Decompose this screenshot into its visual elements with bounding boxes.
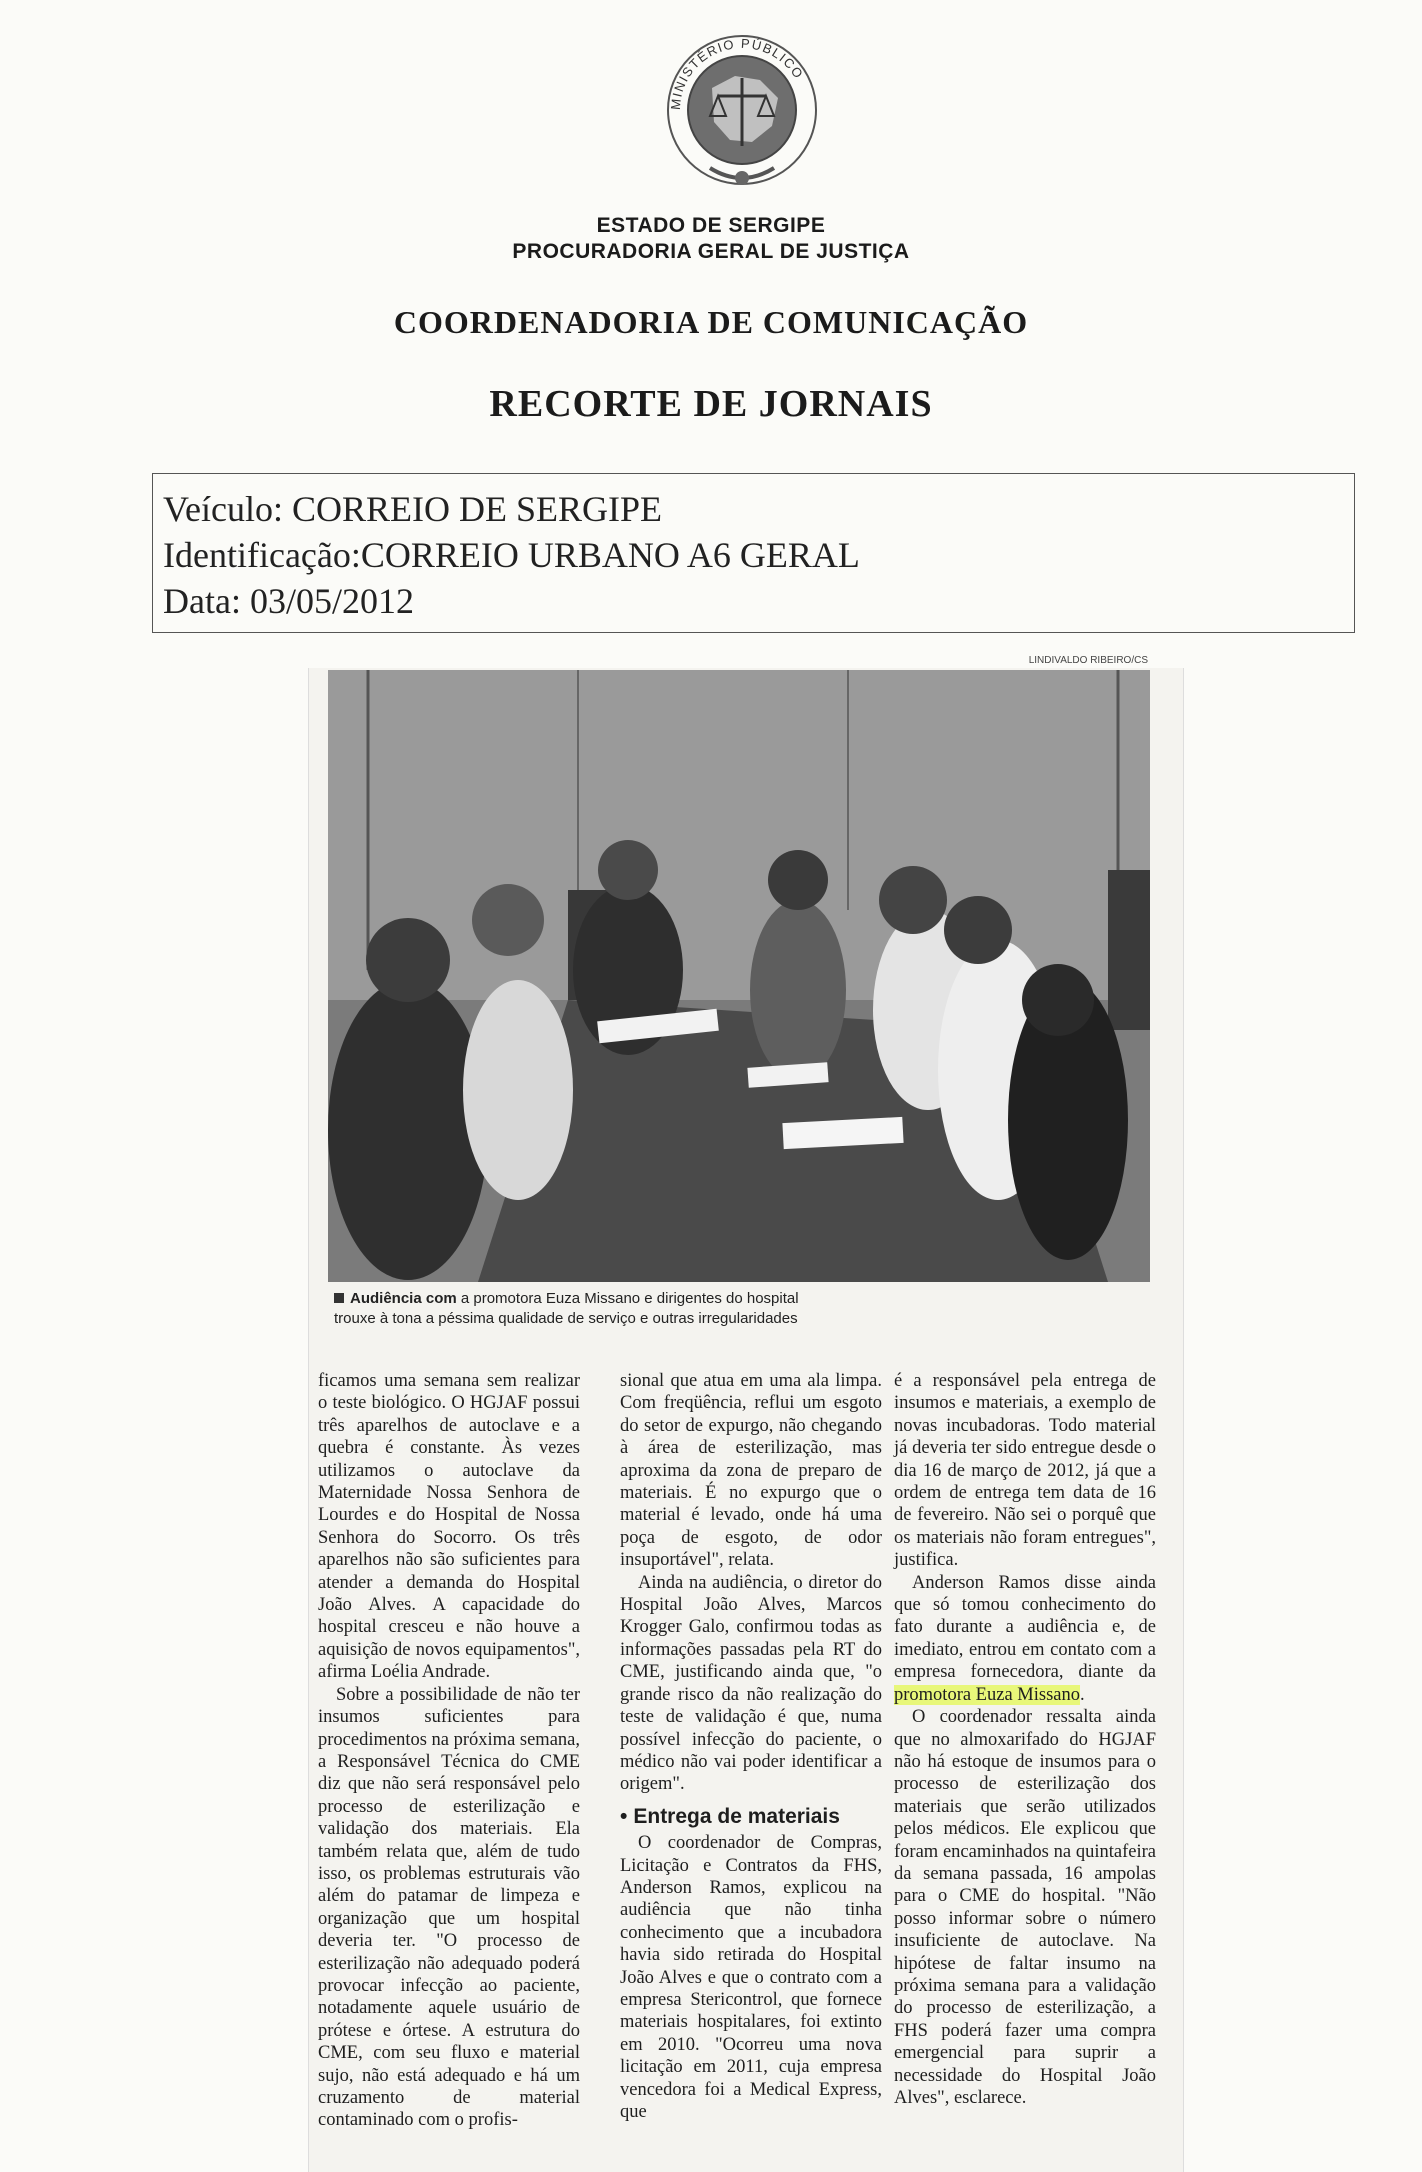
caption-lead: Audiência com — [350, 1290, 457, 1307]
clipping-info-box — [152, 473, 1355, 633]
bullet-icon: • — [620, 1804, 628, 1828]
article-column-1 — [318, 1370, 580, 2132]
paragraph: Ainda na audiência, o diretor do Hospital João Alves, Marcos Krogger Galo, confirmou todas as informações passadas pela RT do CME, justificando ainda que, "o grande risco da não realização do teste de validação é que, numa possível infecção do paciente, o médico não vai poder identificar a origem". — [620, 1572, 882, 1795]
ministerio-publico-seal — [640, 18, 840, 198]
paragraph — [894, 1572, 1156, 1706]
paragraph: O coordenador de Compras, Licitação e Contratos da FHS, Anderson Ramos, explicou na audiência que não tinha conhecimento que a incubadora havia sido retirada do Hospital João Alves e que o contrato com a empresa Stericontrol, que fornece materiais hospitalares, foi extinto em 2010. "Ocorreu uma nova licitação em 2011, cuja empresa vencedora foi a Medical Express, que — [620, 1833, 882, 2122]
identificacao-line: Identificação:CORREIO URBANO A6 GERAL — [163, 535, 860, 575]
caption-line-1: a promotora Euza Missano e dirigentes do hospital — [456, 1290, 799, 1307]
seal-text: MINISTÉRIO PÚBLICO — [667, 35, 807, 111]
paragraph: é a responsável pela entrega de insumos e materiais, a exemplo de novas incubadoras. Todo material já deveria ter sido entregue desde o dia 16 de março de 2012, já que a ordem de entrega tem data de 16 de fevereiro. Não sei o porquê que os materiais não foram entregues", justifica. — [894, 1371, 1156, 1571]
paragraph: sional que atua em uma ala limpa. Com freqüência, reflui um esgoto do setor de expurgo, não chegando à área de esterilização, mas aproxima da zona de preparo de materiais. É no expurgo que o material é levado, onde há uma poça de esgoto, de odor insuportável", relata. — [620, 1371, 882, 1571]
subheading — [620, 1806, 882, 1828]
veiculo-line: Veículo: CORREIO DE SERGIPE — [163, 489, 662, 529]
paragraph: ficamos uma semana sem realizar o teste biológico. O HGJAF possui três aparelhos de autoclave e a quebra é constante. Às vezes utilizamos o autoclave da Maternidade Nossa Senhora de Lourdes e do Hospital de Nossa Senhora do Socorro. Os três aparelhos não são suficientes para atender a demanda do Hospital João Alves. A capacidade do hospital cresceu e não houve a aquisição de novos equipamentos", afirma Loélia Andrade. — [318, 1371, 580, 1683]
state-heading: ESTADO DE SERGIPE — [596, 214, 826, 237]
paragraph: O coordenador ressalta ainda que no almoxarifado do HGJAF não há estoque de insumos para o processo de esterilização dos materiais que serão utilizados pelos médicos. Ele explicou que foram encaminhados na quintafeira da semana passada, 16 ampolas para o CME do hospital. "Não posso informar sobre o número insuficiente de autoclave. Na hipótese de faltar insumo na próxima semana para a validação do processo de esterilização, a FHS poderá fazer uma compra emergencial para suprir a necessidade do Hospital João Alves", esclarece. — [894, 1707, 1156, 2108]
article-column-3 — [894, 1370, 1156, 2109]
recorte-heading: RECORTE DE JORNAIS — [489, 383, 933, 425]
data-line: Data: 03/05/2012 — [163, 581, 414, 621]
paragraph-text: Anderson Ramos disse ainda que só tomou conhecimento do fato durante a audiência e, de imediato, entrou em contato com a empresa fornecedora, diante da — [894, 1572, 1156, 1683]
coordenadoria-heading: COORDENADORIA DE COMUNICAÇÃO — [393, 304, 1029, 340]
photo-caption — [334, 1289, 1154, 1329]
procuradoria-heading: PROCURADORIA GERAL DE JUSTIÇA — [512, 240, 910, 263]
meeting-photo — [328, 670, 1150, 1282]
paragraph: Sobre a possibilidade de não ter insumos suficientes para procedimentos na próxima semana, a Responsável Técnica do CME diz que não será responsável pelo processo de esterilização e validação dos materiais. Ela também relata que, além de tudo isso, os problemas estruturais vão além do patamar de limpeza e organização que um hospital deveria ter. "O processo de esterilização não adequado poderá provocar infecção ao paciente, notadamente aquele usuário de prótese e órtese. A estrutura do CME, com seu fluxo e material sujo, não está adequado e há um cruzamento de material contaminado com o profis- — [318, 1684, 580, 2131]
caption-bullet-icon — [334, 1293, 344, 1303]
caption-line-2: trouxe à tona a péssima qualidade de serviço e outras irregularidades — [334, 1310, 798, 1327]
paragraph-end: . — [1080, 1684, 1085, 1705]
highlighted-text: promotora Euza Missano — [894, 1684, 1080, 1705]
photo-credit: LINDIVALDO RIBEIRO/CS — [1028, 655, 1148, 666]
subheading-text: Entrega de materiais — [633, 1804, 840, 1828]
article-column-2 — [620, 1370, 882, 2123]
